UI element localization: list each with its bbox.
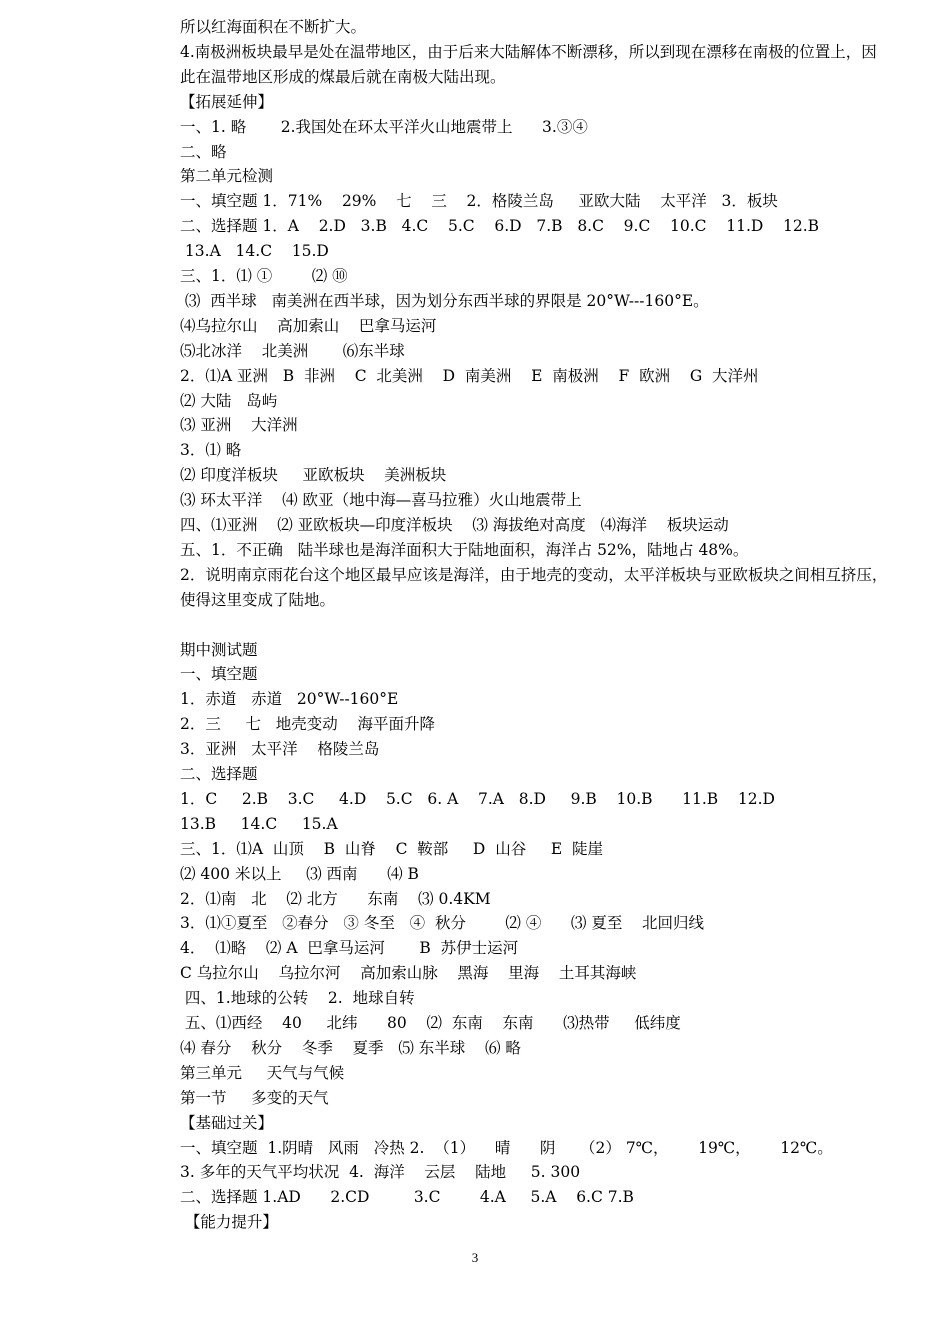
text-line: 2．说明南京雨花台这个地区最早应该是海洋，由于地壳的变动，太平洋板块与亚欧板块之间相互挤压， bbox=[180, 565, 888, 584]
text-line: 四、⑴亚洲 ⑵ 亚欧板块—印度洋板块 ⑶ 海拔绝对高度 ⑷海洋 板块运动 bbox=[180, 516, 729, 534]
text-line: 3. 多年的天气平均状况 4. 海洋 云层 陆地 5. 300 bbox=[180, 1163, 581, 1182]
text-line: 13.B 14.C 15.A bbox=[180, 814, 338, 833]
text-line: 二、选择题 bbox=[180, 765, 258, 783]
text-line: 一、填空题 1.阴晴 风雨 冷热 2. （1） 晴 阴 （2） 7℃， 19℃， 12℃。 bbox=[180, 1138, 833, 1157]
text-line: 五、⑴西经 40 北纬 80 ⑵ 东南 东南 ⑶热带 低纬度 bbox=[180, 1014, 681, 1032]
text-line: 第二单元检测 bbox=[180, 167, 274, 186]
text-line: 二、选择题 1.AD 2.CD 3.C 4.A 5.A 6.C 7.B bbox=[180, 1188, 634, 1207]
text-line: 4.南极洲板块最早是处在温带地区，由于后来大陆解体不断漂移，所以到现在漂移在南极的位置上，因 bbox=[180, 42, 877, 61]
text-line: ⑶ 环太平洋 ⑷ 欧亚（地中海—喜马拉雅）火山地震带上 bbox=[180, 491, 582, 510]
text-line: ⑶ 西半球 南美洲在西半球，因为划分东西半球的界限是 20°W---160°E。 bbox=[180, 291, 709, 310]
text-line: 3．⑴ 略 bbox=[180, 441, 242, 460]
text-line: 13.A 14.C 15.D bbox=[180, 242, 329, 261]
text-line: 此在温带地区形成的煤最后就在南极大陆出现。 bbox=[180, 67, 506, 86]
text-line: ⑶ 亚洲 大洋洲 bbox=[180, 416, 298, 435]
text-line: 二、选择题 1．A 2.D 3.B 4.C 5.C 6.D 7.B 8.C 9.C 10.C 11.D 12.B bbox=[180, 217, 820, 236]
text-line: 第三单元 天气与气候 bbox=[180, 1063, 345, 1082]
text-line: 【能力提升】 bbox=[180, 1213, 278, 1232]
text-line: 3．亚洲 太平洋 格陵兰岛 bbox=[180, 740, 380, 759]
text-line: 一、填空题 1．71% 29% 七 三 2．格陵兰岛 亚欧大陆 太平洋 3．板块 bbox=[180, 192, 778, 211]
text-line: 三、1．⑴A 山顶 B 山脊 C 鞍部 D 山谷 E 陡崖 bbox=[180, 839, 604, 858]
text-line: 2．⑴南 北 ⑵ 北方 东南 ⑶ 0.4KM bbox=[180, 889, 491, 908]
text-line: 期中测试题 bbox=[180, 640, 258, 659]
text-line: 4． ⑴略 ⑵ A 巴拿马运河 B 苏伊士运河 bbox=[180, 939, 519, 958]
text-line: 1．C 2.B 3.C 4.D 5.C 6. A 7.A 8.D 9.B 10.B 11.B 12.D bbox=[180, 789, 775, 808]
text-line: 3．⑴①夏至 ②春分 ③ 冬至 ④ 秋分 ⑵ ④ ⑶ 夏至 北回归线 bbox=[180, 914, 705, 933]
text-line: 一、填空题 bbox=[180, 665, 258, 684]
text-line: ⑵ 印度洋板块 亚欧板块 美洲板块 bbox=[180, 466, 447, 485]
text-line: 五、1．不正确 陆半球也是海洋面积大于陆地面积，海洋占 52%，陆地占 48%。 bbox=[180, 540, 749, 559]
text-line: ⑸北冰洋 北美洲 ⑹东半球 bbox=[180, 341, 405, 360]
text-line: ⑷ 春分 秋分 冬季 夏季 ⑸ 东半球 ⑹ 略 bbox=[180, 1038, 521, 1057]
text-line: ⑷乌拉尔山 高加索山 巴拿马运河 bbox=[180, 316, 437, 335]
text-line: 【拓展延伸】 bbox=[180, 92, 274, 111]
text-line: 使得这里变成了陆地。 bbox=[180, 590, 336, 609]
text-line: 四、1.地球的公转 2. 地球自转 bbox=[180, 989, 415, 1008]
text-line: 一、1. 略 2.我国处在环太平洋火山地震带上 3.③④ bbox=[180, 117, 588, 136]
text-line: ⑵ 大陆 岛屿 bbox=[180, 391, 278, 410]
text-line: C 乌拉尔山 乌拉尔河 高加索山脉 黑海 里海 土耳其海峡 bbox=[180, 964, 637, 983]
text-line: 2．⑴A 亚洲 B 非洲 C 北美洲 D 南美洲 E 南极洲 F 欧洲 G 大洋州 bbox=[180, 366, 759, 385]
text-line: 2．三 七 地壳变动 海平面升降 bbox=[180, 715, 435, 734]
page-number: 3 bbox=[471, 1250, 479, 1265]
text-line: 二、略 bbox=[180, 142, 227, 161]
text-line: 三、1．⑴ ① ⑵ ⑩ bbox=[180, 267, 348, 285]
text-line: 【基础过关】 bbox=[180, 1113, 274, 1132]
text-line: 第一节 多变的天气 bbox=[180, 1088, 329, 1107]
text-line bbox=[180, 613, 940, 637]
text-line: 所以红海面积在不断扩大。 bbox=[180, 18, 367, 36]
text-line: ⑵ 400 米以上 ⑶ 西南 ⑷ B bbox=[180, 864, 419, 883]
text-line: 1．赤道 赤道 20°W--160°E bbox=[180, 690, 399, 709]
